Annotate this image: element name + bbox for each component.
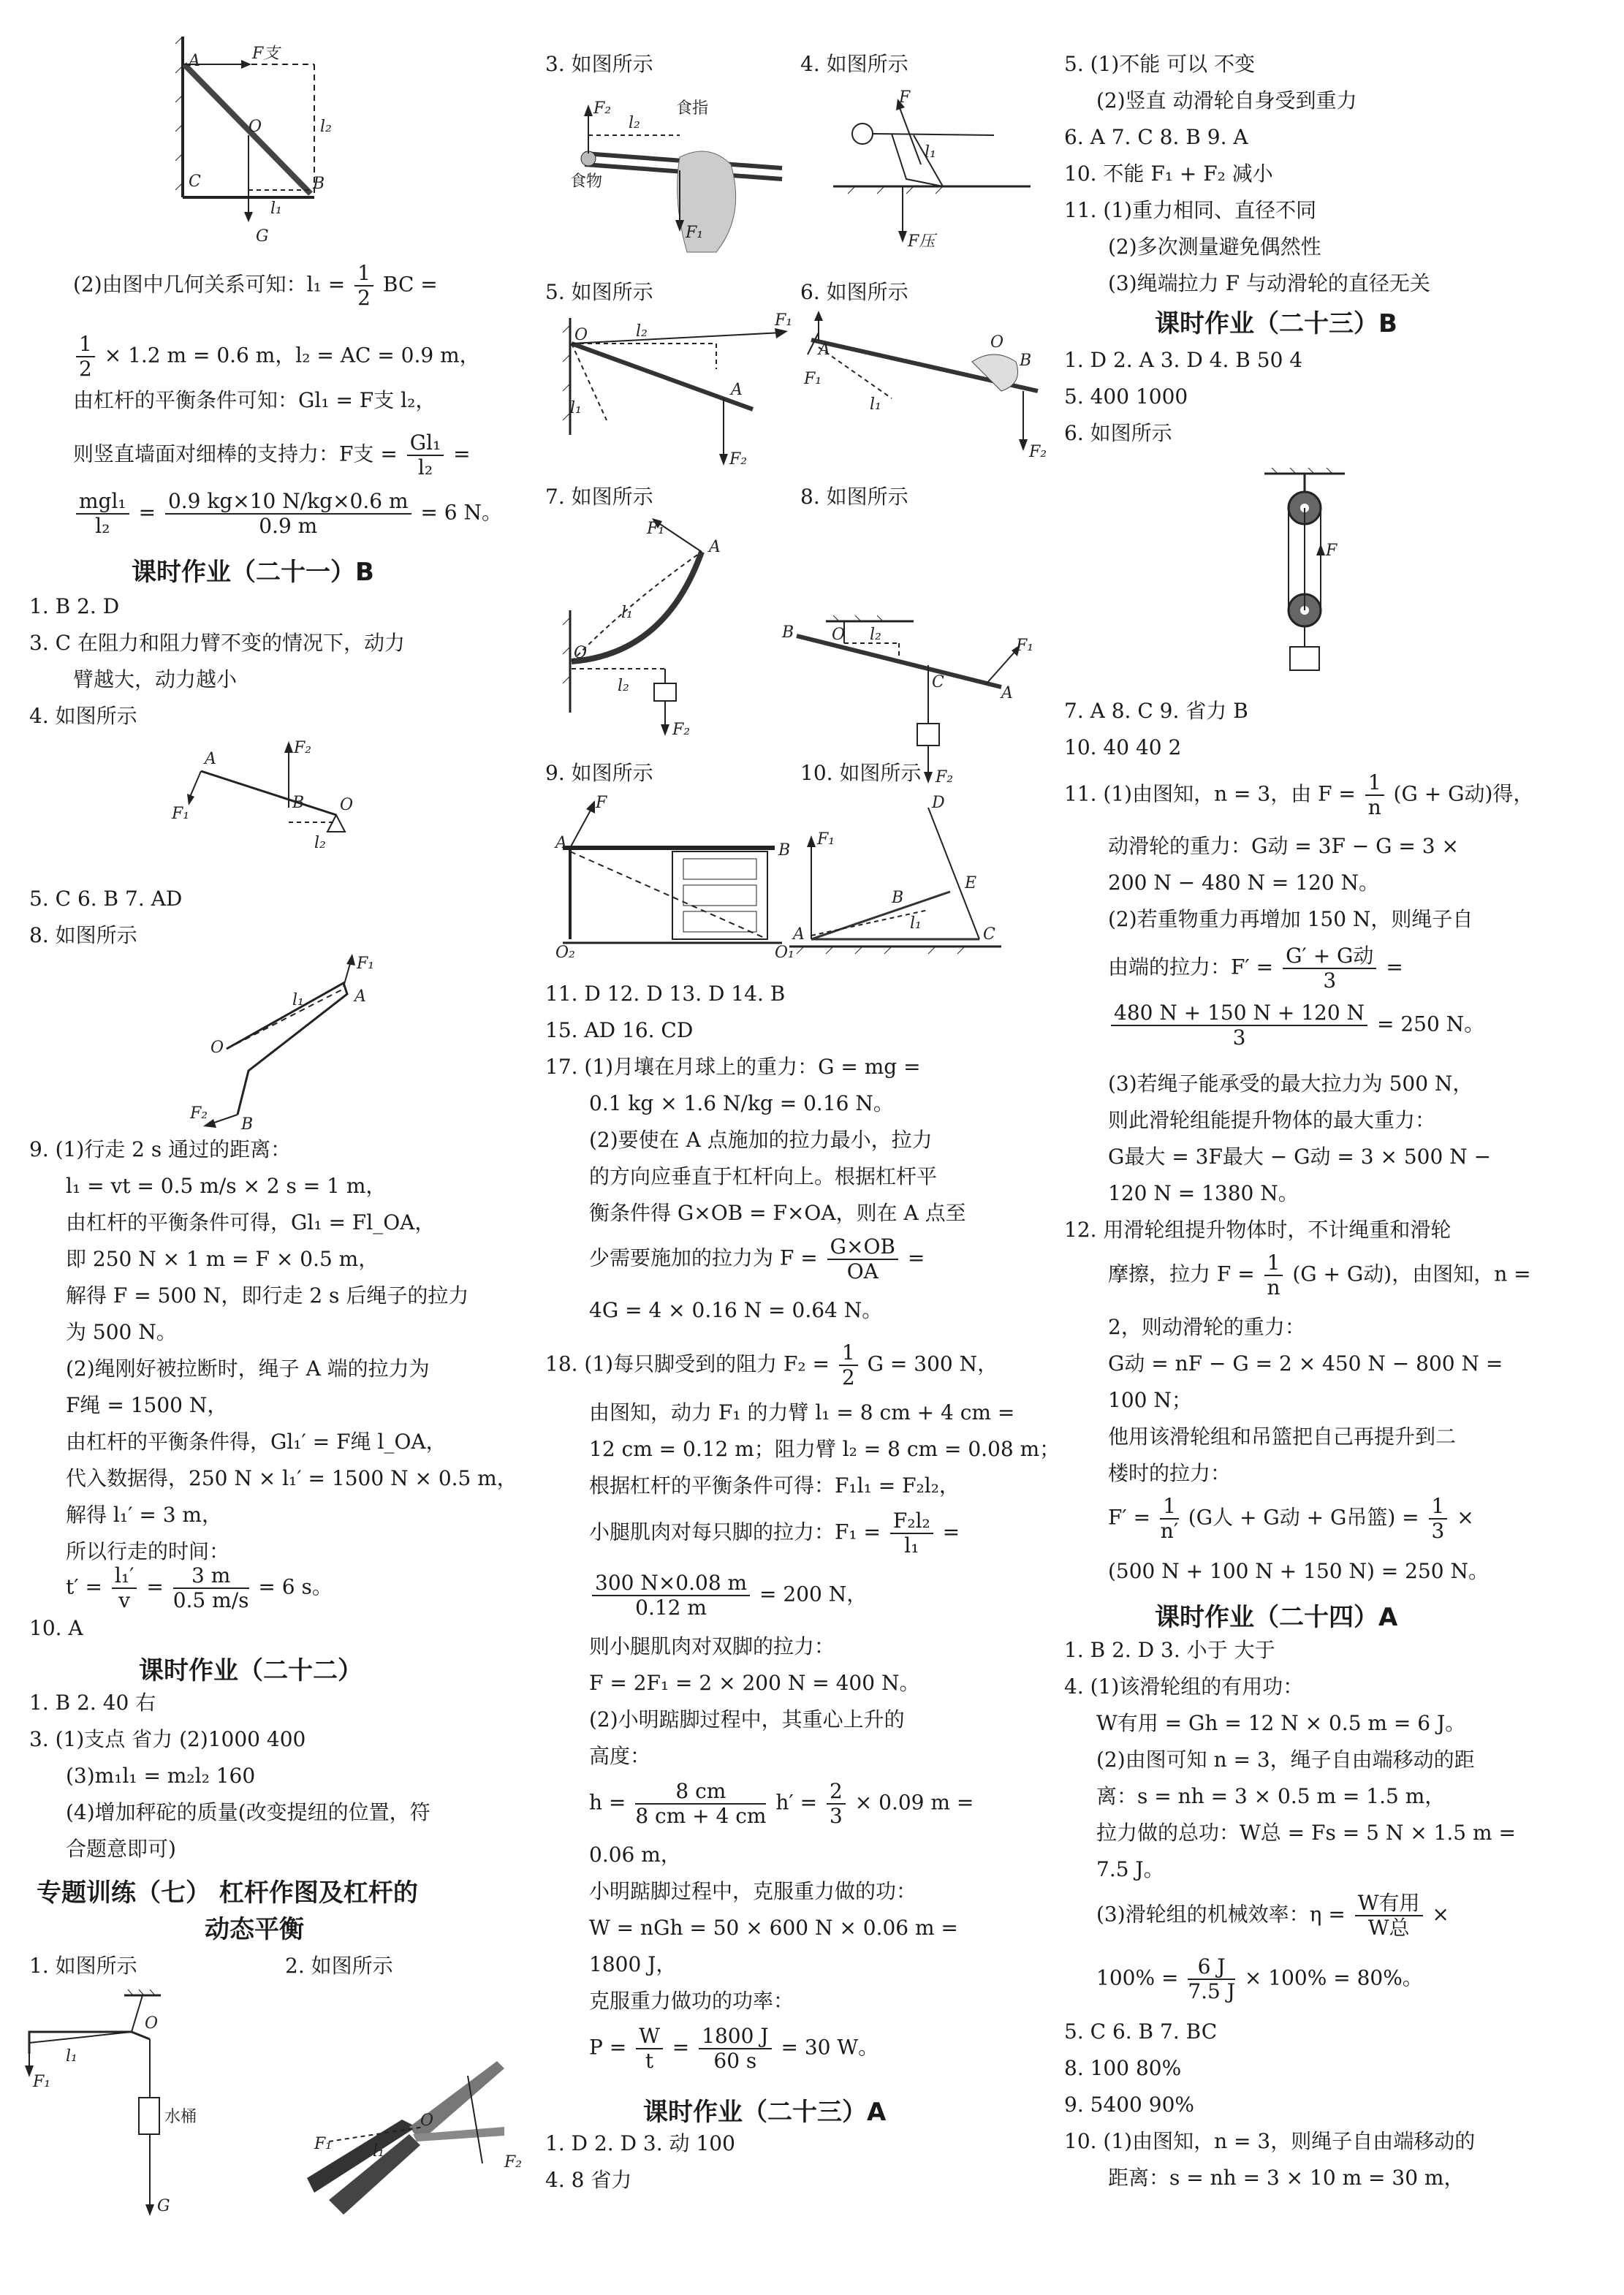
figure-press — [819, 84, 1038, 252]
label-A: A — [819, 341, 830, 359]
fraction: $\frac{\text{G′ + G动}}{3}$ — [1283, 944, 1376, 993]
answer-line: (2)由图可知 n = 3，绳子自由端移动的距 — [1096, 1748, 1475, 1772]
answer-line: (2)绳刚好被拉断时，绳子 A 端的拉力为 — [66, 1357, 430, 1381]
answer-line: 2. 如图所示 — [285, 1954, 393, 1978]
answer-line: 3. 如图所示 — [545, 52, 653, 76]
answer-line: 100% = $\frac{6 J}{7.5 J}$ × 100% = 80%。 — [1096, 1954, 1423, 2003]
answer-line: 17. (1)月壤在月球上的重力：G = mg = — [545, 1055, 921, 1079]
section-heading: 动态平衡 — [205, 1915, 304, 1944]
answer-line: 4. 8 省力 — [545, 2168, 632, 2192]
figure-wall-rod — [139, 29, 358, 249]
label-finger: 食指 — [676, 99, 709, 118]
answer-line: 臂越大，动力越小 — [73, 667, 238, 691]
answer-line: 0.06 m， — [589, 1843, 681, 1867]
label-F-press: F压 — [908, 232, 936, 251]
fraction: $\frac{6 J}{7.5 J}$ — [1188, 1954, 1235, 2003]
label-l1: l₁ — [621, 604, 633, 622]
answer-line: F绳 = 1500 N， — [66, 1393, 228, 1417]
answer-line: 小明踮脚过程中，克服重力做的功： — [589, 1879, 917, 1903]
label-l1: l₁ — [910, 914, 922, 933]
label-F2: F₂ — [504, 2153, 523, 2171]
figure-scissors — [285, 2039, 523, 2215]
text-line: $\frac{1}{2}$ × 1.2 m = 0.6 m，l₂ = AC = 0.9 m， — [73, 333, 480, 381]
answer-line: 根据杠杆的平衡条件可得：F₁l₁ = F₂l₂， — [589, 1473, 960, 1498]
label-l1: l₁ — [570, 399, 582, 417]
fraction: $\frac{3 m}{0.5 m/s}$ — [172, 1563, 249, 1612]
label-C: C — [189, 172, 201, 191]
answer-line: 由端的拉力：F′ = $\frac{\text{G′ + G动}}{3}$ = — [1108, 944, 1403, 993]
answer-line: 4G = 4 × 0.16 N = 0.64 N。 — [589, 1298, 883, 1322]
text-line: 则竖直墙面对细棒的支持力：F支 = $\frac{\text{Gl₁}}{\text{l₂}}$ = — [73, 430, 471, 479]
label-l2: l₂ — [636, 322, 648, 341]
answer-line: (500 N + 100 N + 150 N) = 250 N。 — [1108, 1559, 1490, 1583]
answer-line: 9. (1)行走 2 s 通过的距离： — [29, 1137, 292, 1161]
answer-line: (3)绳端拉力 F 与动滑轮的直径无关 — [1108, 271, 1430, 295]
answer-line: 10. 不能 F₁ + F₂ 减小 — [1064, 162, 1273, 186]
fraction: $\frac{\text{l₁′}}{v}$ — [112, 1564, 137, 1612]
answer-line: 克服重力做功的功率： — [589, 1989, 794, 2013]
label-F1: F₁ — [1016, 637, 1034, 655]
label-O2: O₂ — [555, 944, 575, 962]
fraction: $\frac{\text{W有用}}{\text{W总}}$ — [1355, 1892, 1423, 1940]
figure-lever-q8 — [153, 954, 417, 1134]
answer-line: 5. (1)不能 可以 不变 — [1064, 52, 1256, 76]
answer-line: 3. C 在阻力和阻力臂不变的情况下，动力 — [29, 631, 405, 655]
label-F2: F₂ — [190, 1104, 208, 1123]
label-B: B — [892, 889, 904, 907]
answer-line: 10. 如图所示 — [800, 761, 922, 785]
label-A: A — [555, 834, 567, 852]
answer-line: 4. 如图所示 — [800, 52, 908, 76]
answer-line: W有用 = Gh = 12 N × 0.5 m = 6 J。 — [1096, 1711, 1466, 1735]
answer-line: (2)竖直 动滑轮自身受到重力 — [1096, 88, 1357, 113]
label-food: 食物 — [570, 172, 603, 191]
answer-line: 高度： — [589, 1744, 651, 1768]
answer-line: 小腿肌肉对每只脚的拉力：F₁ = $\frac{\text{F₂l₂}}{\text{l₁}}$ = — [589, 1509, 960, 1558]
answer-line: 4. (1)该滑轮组的有用功： — [1064, 1674, 1304, 1699]
label-l2: l₂ — [320, 118, 332, 136]
fraction: $\frac{G\times OB}{OA}$ — [827, 1235, 898, 1283]
section-heading: 课时作业（二十四）A — [1155, 1603, 1398, 1632]
label-A: A — [709, 538, 721, 556]
label-l1: l₁ — [925, 143, 936, 162]
answer-line: 200 N − 480 N = 120 N。 — [1108, 870, 1380, 895]
label-F1: F₁ — [647, 520, 665, 538]
answer-line: 11. (1)由图知，n = 3，由 F = $\frac{1}{n}$ (G + G动)得， — [1064, 770, 1534, 819]
label-l2: l₂ — [629, 114, 640, 132]
label-l1: l₁ — [870, 395, 881, 414]
answer-line: 7. 如图所示 — [545, 485, 653, 509]
answer-line: 5. 如图所示 — [545, 280, 653, 304]
label-O1: O₁ — [775, 944, 794, 962]
label-O: O — [145, 2014, 159, 2033]
label-l2: l₂ — [870, 626, 881, 644]
label-A: A — [1001, 684, 1013, 702]
label-B: B — [313, 175, 325, 193]
label-l1: l₁ — [66, 2047, 77, 2066]
label-F1: F₁ — [817, 830, 835, 849]
answer-line: 6. 如图所示 — [800, 280, 908, 304]
answer-line: 动滑轮的重力：G动 = 3F − G = 3 × — [1108, 834, 1459, 858]
answer-line: 1. D 2. A 3. D 4. B 50 4 — [1064, 348, 1303, 372]
fraction: $\frac{2}{3}$ — [827, 1780, 846, 1828]
label-O: O — [990, 333, 1004, 352]
fraction: $\frac{1}{n}$ — [1365, 771, 1384, 819]
label-A: A — [354, 987, 366, 1006]
answer-line: 由图知，动力 F₁ 的力臂 l₁ = 8 cm + 4 cm = — [589, 1400, 1015, 1425]
label-E: E — [965, 874, 977, 892]
label-B: B — [782, 623, 794, 642]
figure-lever-q7 — [555, 515, 775, 756]
answer-line: 100 N； — [1108, 1388, 1192, 1412]
answer-line: t′ = $\frac{\text{l₁′}}{v}$ = $\frac{3 m}{0.5 m/s}$ = 6 s。 — [66, 1563, 333, 1612]
label-C: C — [932, 673, 944, 691]
label-O: O — [248, 118, 262, 136]
answer-line: 所以行走的时间： — [66, 1539, 230, 1563]
fraction: $\frac{1}{2}$ — [76, 333, 95, 381]
label-F1: F₁ — [686, 224, 704, 242]
answer-line: 8. 如图所示 — [29, 923, 137, 947]
section-heading: 课时作业（二十三）A — [643, 2098, 887, 2127]
answer-line: 他用该滑轮组和吊篮把自己再提升到二 — [1108, 1425, 1457, 1449]
label-A: A — [189, 52, 200, 70]
answer-line: $\frac{480 N + 150 N + 120 N}{3}$ = 250 N。 — [1108, 1001, 1484, 1050]
answer-line: 1. B 2. D 3. 小于 大于 — [1064, 1638, 1275, 1662]
label-G: G — [157, 2197, 170, 2215]
answer-line: 楼时的拉力： — [1108, 1461, 1232, 1485]
answer-line: 拉力做的总功：W总 = Fs = 5 N × 1.5 m = — [1096, 1821, 1516, 1845]
figure-lever-q4 — [161, 738, 380, 877]
fraction: $\frac{\text{mgl₁}}{\text{l₂}}$ — [76, 490, 129, 538]
label-O: O — [574, 326, 588, 344]
label-F1: F₁ — [775, 311, 793, 330]
answer-line: 15. AD 16. CD — [545, 1018, 694, 1042]
fraction: $\frac{1}{2}$ — [354, 262, 373, 310]
fraction: $\frac{1}{3}$ — [1429, 1495, 1448, 1543]
label-F: F — [596, 794, 607, 812]
figure-lever-q5 — [555, 311, 797, 471]
fraction: $\frac{1}{n}$ — [1264, 1251, 1283, 1300]
answer-line: 9. 如图所示 — [545, 761, 653, 785]
answer-line: 12 cm = 0.12 m；阻力臂 l₂ = 8 cm = 0.08 m； — [589, 1437, 1060, 1461]
label-O: O — [210, 1039, 224, 1057]
answer-line: 5. C 6. B 7. BC — [1064, 2019, 1218, 2044]
label-F-support: F支 — [252, 45, 280, 63]
fraction: $\frac{300 N\times 0.08 m}{0.12 m}$ — [592, 1571, 750, 1620]
answer-line: 5. 400 1000 — [1064, 384, 1188, 409]
answer-line: 3. (1)支点 省力 (2)1000 400 — [29, 1727, 306, 1751]
label-l1: l₁ — [292, 991, 304, 1009]
text-line: (2)由图中几何关系可知：l₁ = $\frac{1}{2}$ BC = — [73, 261, 438, 310]
fraction: $\frac{8 cm}{8 cm + 4 cm}$ — [635, 1779, 767, 1828]
label-F: F — [899, 88, 911, 107]
answer-line: 少需要施加的拉力为 F = $\frac{G\times OB}{OA}$ = — [589, 1234, 925, 1283]
fraction: $\frac{W}{t}$ — [636, 2025, 663, 2073]
answer-line: 距离：s = nh = 3 × 10 m = 30 m， — [1108, 2166, 1465, 2190]
fraction: $\frac{1}{n'}$ — [1160, 1494, 1179, 1543]
label-bucket: 水桶 — [164, 2108, 197, 2126]
label-A: A — [205, 750, 216, 768]
answer-line: P = $\frac{W}{t}$ = $\frac{1800 J}{60 s}$ = 30 W。 — [589, 2024, 879, 2073]
section-heading: 课时作业（二十一）B — [132, 558, 374, 587]
answer-line: (4)增加秤砣的质量(改变提纽的位置，符 — [66, 1800, 430, 1824]
answer-line: 衡条件得 G×OB = F×OA，则在 A 点至 — [589, 1201, 966, 1225]
label-O: O — [574, 644, 588, 662]
answer-line: 8. 100 80% — [1064, 2056, 1182, 2080]
label-F2: F₂ — [294, 739, 312, 757]
label-A: A — [731, 381, 743, 399]
fraction: $\frac{\text{Gl₁}}{\text{l₂}}$ — [407, 431, 444, 479]
label-A: A — [793, 925, 805, 944]
figure-desk — [555, 793, 804, 961]
answer-line: 7. A 8. C 9. 省力 B — [1064, 699, 1248, 723]
answer-line: 10. A — [29, 1616, 83, 1640]
answer-line: 1. B 2. D — [29, 594, 120, 618]
figure-lever-q10 — [782, 793, 1016, 961]
answer-line: (2)若重物重力再增加 150 N，则绳子自 — [1108, 907, 1473, 931]
text-line: 由杠杆的平衡条件可知：Gl₁ = F支 l₂， — [73, 388, 436, 412]
answer-line: l₁ = vt = 0.5 m/s × 2 s = 1 m， — [66, 1174, 387, 1198]
answer-line: 8. 如图所示 — [800, 485, 908, 509]
answer-line: G最大 = 3F最大 − G动 = 3 × 500 N − — [1108, 1145, 1492, 1169]
label-F1: F₁ — [314, 2135, 333, 2153]
answer-line: 合题意即可) — [66, 1837, 176, 1861]
text-line: $\frac{\text{mgl₁}}{\text{l₂}}$ = $\frac{0.9 kg\times 10 N/kg\times 0.6 m}{0.9 m}$ = 6 N。 — [73, 490, 502, 538]
answer-line: 由杠杆的平衡条件可得，Gl₁ = Fl_OA， — [66, 1210, 436, 1234]
label-F: F — [1326, 542, 1337, 560]
label-G: G — [256, 227, 269, 246]
label-B: B — [778, 841, 791, 860]
label-l2: l₂ — [618, 677, 629, 695]
answer-line: 11. D 12. D 13. D 14. B — [545, 982, 786, 1006]
label-O: O — [832, 626, 846, 644]
label-l2: l₂ — [314, 834, 326, 852]
answer-line: h = $\frac{8 cm}{8 cm + 4 cm}$ h′ = $\frac{2}{3}$ × 0.09 m = — [589, 1779, 974, 1828]
section-heading: 专题训练（七） 杠杆作图及杠杆的 — [37, 1878, 418, 1908]
fraction: $\frac{480 N + 150 N + 120 N}{3}$ — [1111, 1001, 1367, 1050]
answer-line: 解得 F = 500 N，即行走 2 s 后绳子的拉力 — [66, 1283, 469, 1308]
answer-line: 6. 如图所示 — [1064, 421, 1172, 445]
answer-line: 则此滑轮组能提升物体的最大重力： — [1108, 1108, 1436, 1132]
figure-pulley — [1257, 468, 1374, 680]
fraction: $\frac{0.9 kg\times 10 N/kg\times 0.6 m}{0.9 m}$ — [165, 490, 411, 538]
answer-line: 解得 l₁′ = 3 m， — [66, 1503, 222, 1527]
answer-line: 4. 如图所示 — [29, 704, 137, 728]
answer-line: (3)m₁l₁ = m₂l₂ 160 — [66, 1764, 256, 1788]
label-B: B — [292, 794, 305, 812]
label-F1: F₁ — [804, 370, 822, 388]
answer-line: W = nGh = 50 × 600 N × 0.06 m = — [589, 1916, 958, 1940]
label-F2: F₂ — [936, 768, 954, 786]
label-F1: F₁ — [357, 955, 375, 973]
answer-line: 1800 J， — [589, 1952, 677, 1976]
answer-line: G动 = nF − G = 2 × 450 N − 800 N = — [1108, 1351, 1503, 1376]
answer-line: 离：s = nh = 3 × 0.5 m = 1.5 m， — [1096, 1784, 1446, 1808]
answer-line: $\frac{300 N\times 0.08 m}{0.12 m}$ = 200 N， — [589, 1571, 867, 1620]
answer-line: 12. 用滑轮组提升物体时，不计绳重和滑轮 — [1064, 1218, 1452, 1242]
label-l1: l₁ — [270, 200, 282, 218]
label-l1: l₁ — [373, 2142, 384, 2161]
answer-line: 18. (1)每只脚受到的阻力 F₂ = $\frac{1}{2}$ G = 300 N， — [545, 1340, 998, 1389]
answer-line: 由杠杆的平衡条件得，Gl₁′ = F绳 l_OA， — [66, 1430, 447, 1454]
label-F1: F₁ — [33, 2073, 51, 2091]
fraction: $\frac{1800 J}{60 s}$ — [699, 2025, 771, 2073]
answer-line: (3)若绳子能承受的最大拉力为 500 N， — [1108, 1071, 1473, 1096]
label-C: C — [983, 925, 995, 944]
answer-line: 6. A 7. C 8. B 9. A — [1064, 125, 1248, 149]
label-D: D — [932, 794, 945, 812]
label-O: O — [340, 796, 354, 814]
label-F2: F₂ — [729, 450, 748, 469]
answer-line: (2)要使在 A 点施加的拉力最小，拉力 — [589, 1128, 933, 1152]
answer-line: 10. (1)由图知，n = 3，则绳子自由端移动的 — [1064, 2129, 1476, 2153]
label-F2: F₂ — [1029, 443, 1047, 461]
answer-line: 代入数据得，250 N × l₁′ = 1500 N × 0.5 m， — [66, 1466, 517, 1490]
answer-line: 10. 40 40 2 — [1064, 735, 1182, 759]
answer-line: 7.5 J。 — [1096, 1857, 1164, 1881]
answer-line: 的方向应垂直于杠杆向上。根据杠杆平 — [589, 1164, 938, 1188]
answer-line: 5. C 6. B 7. AD — [29, 887, 183, 911]
label-F2: F₂ — [672, 721, 691, 739]
label-F2: F₂ — [593, 99, 612, 118]
fraction: $\frac{\text{F₂l₂}}{\text{l₁}}$ — [890, 1509, 933, 1558]
answer-line: (2)小明踮脚过程中，其重心上升的 — [589, 1707, 905, 1731]
answer-line: 1. 如图所示 — [29, 1954, 137, 1978]
answer-line: F′ = $\frac{1}{n'}$ (G人 + G动 + G吊篮) = $\frac{1}{3}$ × — [1108, 1494, 1474, 1543]
answer-line: 1. D 2. D 3. 动 100 — [545, 2131, 735, 2155]
section-heading: 课时作业（二十三）B — [1155, 309, 1397, 338]
label-O: O — [420, 2112, 434, 2130]
answer-line: 为 500 N。 — [66, 1320, 177, 1344]
figure-bucket-lever — [22, 1988, 263, 2229]
label-F1: F₁ — [172, 805, 190, 823]
answer-line: 即 250 N × 1 m = F × 0.5 m， — [66, 1247, 379, 1271]
label-B: B — [241, 1115, 254, 1134]
answer-line: 11. (1)重力相同、直径不同 — [1064, 198, 1317, 222]
figure-lever-q6 — [804, 311, 1045, 471]
answer-line: F = 2F₁ = 2 × 200 N = 400 N。 — [589, 1671, 920, 1695]
answer-line: 9. 5400 90% — [1064, 2093, 1195, 2117]
answer-line: (2)多次测量避免偶然性 — [1108, 235, 1321, 259]
answer-line: 摩擦，拉力 F = $\frac{1}{n}$ (G + G动)，由图知，n = — [1108, 1251, 1531, 1300]
answer-line: 0.1 kg × 1.6 N/kg = 0.16 N。 — [589, 1091, 894, 1115]
answer-line: 120 N = 1380 N。 — [1108, 1181, 1299, 1205]
answer-line: 2，则动滑轮的重力： — [1108, 1315, 1305, 1339]
figure-chopsticks — [570, 84, 789, 252]
answer-line: 则小腿肌肉对双脚的拉力： — [589, 1634, 835, 1658]
section-heading: 课时作业（二十二） — [139, 1656, 363, 1685]
fraction: $\frac{1}{2}$ — [839, 1341, 858, 1389]
answer-line: (3)滑轮组的机械效率：η = $\frac{\text{W有用}}{\text{W总}}$ × — [1096, 1891, 1449, 1940]
answer-line: 1. B 2. 40 右 — [29, 1691, 156, 1715]
label-B: B — [1020, 352, 1032, 370]
